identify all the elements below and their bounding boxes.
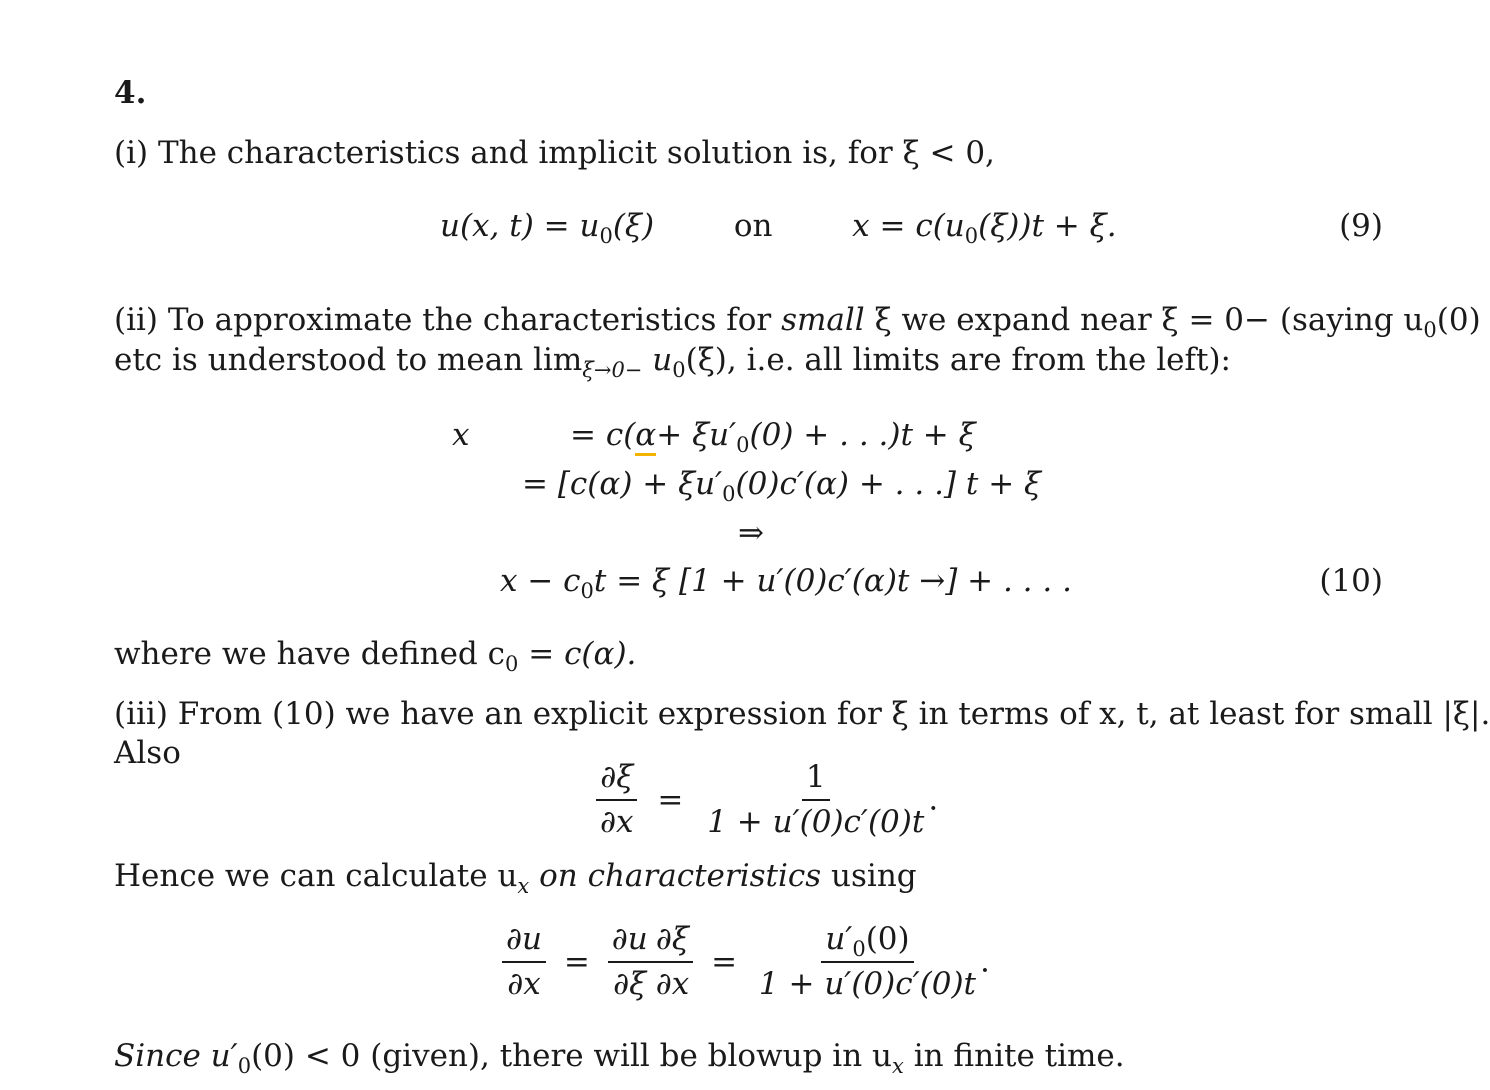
- eqarray-line2: = [$c(\alpha) + \xi u'_0(0)c'(\alpha)$ + . . .] t + ξ: [522, 466, 1042, 507]
- eqarray-lhs-x: x: [452, 417, 470, 453]
- highlighted-alpha: α: [635, 417, 656, 456]
- section-number: 4.: [114, 75, 147, 111]
- fraction-reciprocal: $\frac{1}{1 + u'(0)c'(0)t}$: [707, 759, 925, 840]
- eqarray-line4: $x - c_0t = \xi$ [1 + u′(0)c′(α)t →] + . . . .: [500, 563, 1072, 604]
- fraction-dxi-dx-2: $\frac{\partial\xi}{\partial x}$: [652, 924, 694, 1000]
- equation-9: u(x, $t) = u_0(\xi)$ on $x = c(u_0(\xi))t + \xi$.: [440, 208, 1117, 249]
- equation-dxi-dx: $\frac{\partial\xi}{\partial x}$ = $\frac{1}{1 + u'(0)c'(0)t}$ .: [596, 762, 938, 838]
- part-ii-line2: etc is understood to mean $\lim_{\xi\to 0-} u_0(\xi)$, i.e. all limits are from the left):: [114, 342, 1231, 383]
- equation-chain-rule: $\frac{\partial u}{\partial x}$ = $\frac{\partial u}{\partial\xi}$ $\frac{\partial\xi}{\partial x}$ = $\frac{u'_0(0)}{1 + u'(0)c'(0)t}$ .: [502, 924, 990, 1000]
- part-iii-line1: (iii) From (10) we have an explicit expression for ξ in terms of x, t, at least for small |ξ|.: [114, 696, 1490, 732]
- fraction-result: $\frac{u'_0(0)}{1 + u'(0)c'(0)t}$: [758, 921, 977, 1002]
- implies-arrow: ⇒: [738, 515, 764, 551]
- fraction-du-dxi: $\frac{\partial u}{\partial\xi}$: [608, 924, 652, 1000]
- hence-line: Hence we can calculate $u_x$ on characteristics using: [114, 858, 917, 899]
- eqarray-line1: = $c(\alpha+ \xi u'_0(0)$ + . . .)t + ξ: [570, 417, 976, 458]
- part-iii-line2: Also: [114, 735, 181, 771]
- part-ii-line1: (ii) To approximate the characteristics for small ξ we expand near ξ = 0− (saying $u_0(0)$: [114, 302, 1481, 343]
- definition-line: where we have defined $c_0 = c(\alpha)$.: [114, 636, 637, 677]
- part-i-text: (i) The characteristics and implicit solution is, for ξ < 0,: [114, 135, 995, 171]
- fraction-du-dx: $\frac{\partial u}{\partial x}$: [502, 924, 546, 1000]
- since-line: Since $u'_0(0) < 0$ (given), there will be blowup in $u_x$ in finite time.: [114, 1038, 1125, 1079]
- fraction-dxi-dx: $\frac{\partial\xi}{\partial x}$: [596, 762, 638, 838]
- equation-number-10: (10): [1319, 563, 1383, 599]
- equation-number-9: (9): [1339, 208, 1383, 244]
